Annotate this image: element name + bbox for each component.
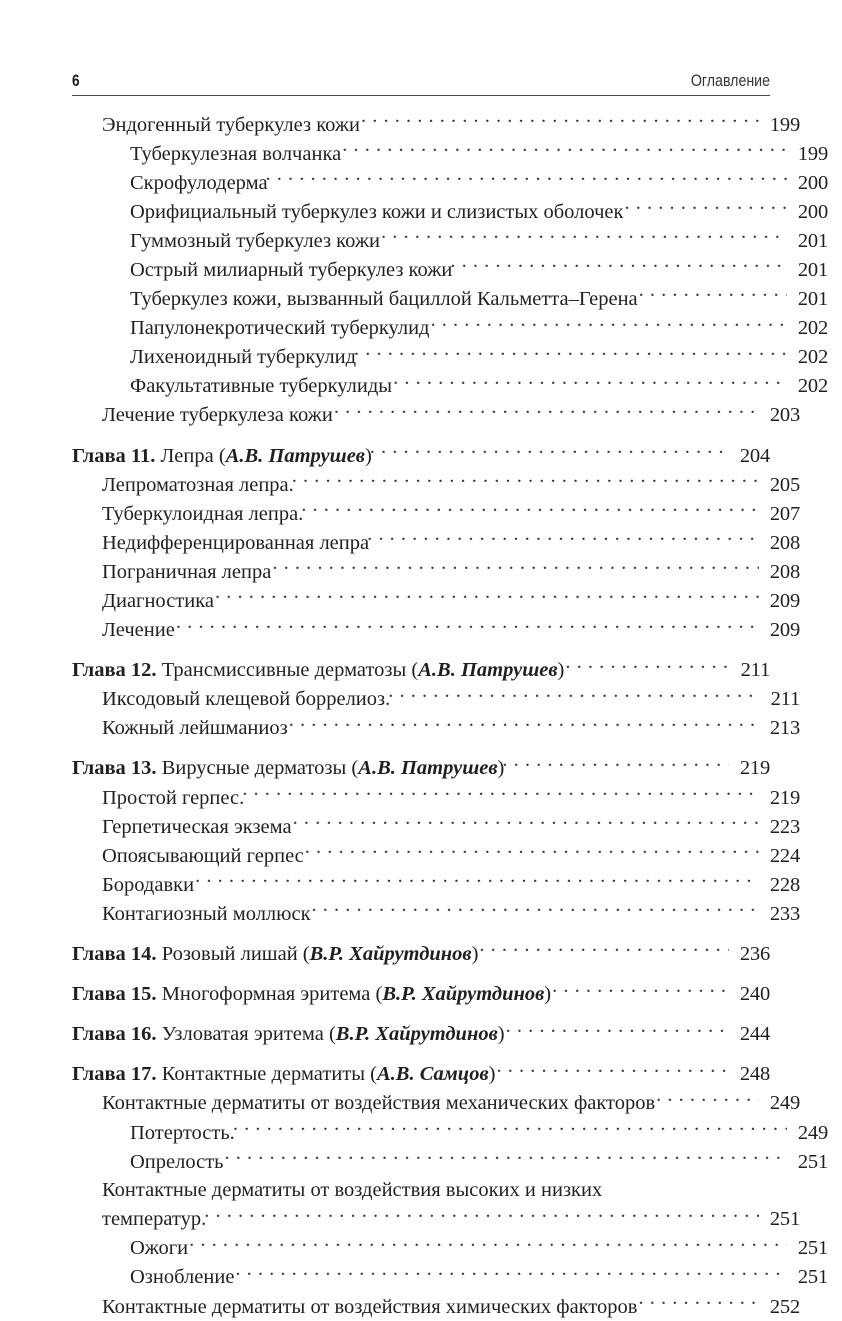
toc-page-number: 248 <box>739 1063 770 1086</box>
leader-dots <box>479 940 729 961</box>
toc-page-number: 202 <box>797 346 828 369</box>
toc-chapter-entry[interactable] <box>72 754 770 783</box>
leader-dots <box>565 656 729 677</box>
toc-entry-label <box>72 754 504 783</box>
toc-entry-label <box>72 442 372 471</box>
toc-entry[interactable] <box>72 285 828 314</box>
toc-page-number: 228 <box>769 873 800 896</box>
chapter-title: Узловатая эритема ( <box>156 1023 336 1046</box>
chapter-author: В.Р. Хайрутдинов <box>335 1023 498 1046</box>
toc-chapter-entry[interactable] <box>72 940 770 969</box>
toc-page-number: 202 <box>797 317 828 340</box>
leader-dots <box>370 441 729 462</box>
toc-entry-label: Кожный лейшманиоз <box>102 717 288 740</box>
chapter-number: Глава 15. <box>72 983 157 1006</box>
toc-entry-label: Папулонекротический туберкулид <box>130 317 430 340</box>
toc-entry-label <box>72 1060 495 1089</box>
toc-entry[interactable] <box>72 783 800 812</box>
toc-entry-label: Туберкулезная волчанка <box>130 142 342 165</box>
toc-entry-label <box>72 1020 505 1049</box>
toc-chapter-entry[interactable] <box>72 980 770 1009</box>
leader-dots <box>450 255 787 276</box>
leader-dots <box>342 139 787 160</box>
toc-entry-label <box>72 656 564 685</box>
leader-dots <box>638 1292 759 1313</box>
leader-dots <box>381 226 787 247</box>
toc-entry[interactable] <box>72 168 828 197</box>
toc-entry-label: Туберкулез кожи, вызванный бациллой Кальметта–Герена <box>130 288 638 311</box>
chapter-number: Глава 12. <box>72 659 157 682</box>
toc-entry-label: Опоясывающий герпес <box>102 844 304 867</box>
toc-entry-label-continued <box>102 1205 800 1234</box>
toc-chapter-entry[interactable] <box>72 1060 770 1089</box>
toc-page-number: 223 <box>769 815 800 838</box>
toc-page-number: 203 <box>769 404 800 427</box>
toc-entry[interactable] <box>72 499 800 528</box>
leader-dots <box>266 168 787 189</box>
chapter-title: Контактные дерматиты ( <box>156 1063 377 1086</box>
leader-dots <box>272 557 759 578</box>
leader-dots <box>195 870 759 891</box>
toc-entry-label: Лихеноидный туберкулид <box>130 346 357 369</box>
leader-dots <box>388 685 759 706</box>
leader-dots <box>334 401 759 422</box>
chapter-author: А.В. Самцов <box>376 1063 489 1086</box>
leader-dots <box>361 110 759 131</box>
leader-dots <box>235 1263 787 1284</box>
toc-entry-label: Иксодовый клещевой боррелиоз. <box>102 688 391 711</box>
toc-entry-label: Пограничная лепра <box>102 560 272 583</box>
leader-dots <box>293 812 759 833</box>
chapter-title: Розовый лишай ( <box>156 943 310 966</box>
toc-page-number: 204 <box>739 444 770 467</box>
toc-entry-label: Лечение <box>102 619 175 642</box>
toc-entry-label <box>72 980 551 1009</box>
leader-dots <box>312 899 759 920</box>
toc-entry[interactable] <box>72 343 828 372</box>
toc-entry[interactable] <box>72 255 828 284</box>
chapter-number: Глава 13. <box>72 757 157 780</box>
toc-entry[interactable] <box>72 1263 828 1292</box>
toc-page-number: 202 <box>797 375 828 398</box>
toc-page-number: 219 <box>739 757 770 780</box>
toc-page-number: 251 <box>797 1237 828 1260</box>
chapter-number: Глава 14. <box>72 943 157 966</box>
toc-chapter-entry[interactable] <box>72 656 770 685</box>
leader-dots <box>393 372 787 393</box>
chapter-author: А.В. Патрушев <box>225 444 365 467</box>
chapter-author: В.Р. Хайрутдинов <box>382 983 545 1006</box>
toc-page-number: 249 <box>769 1092 800 1115</box>
chapter-title-suffix: ) <box>544 983 552 1006</box>
toc-entry-label: Эндогенный туберкулез кожи <box>102 113 361 136</box>
chapter-title: Вирусные дерматозы ( <box>156 757 359 780</box>
chapter-title-suffix: ) <box>471 943 479 966</box>
toc-entry-label: Лепроматозная лепра. <box>102 473 294 496</box>
toc-page-number: 205 <box>769 473 800 496</box>
toc-entry-label: Контактные дерматиты от воздействия химических факторов <box>102 1295 638 1318</box>
leader-dots <box>189 1234 787 1255</box>
leader-dots <box>502 754 729 775</box>
toc-entry-label: Орифициальный туберкулез кожи и слизистых оболочек <box>130 200 624 223</box>
leader-dots <box>431 314 788 335</box>
toc-page-number: 201 <box>797 229 828 252</box>
leader-dots <box>215 587 759 608</box>
toc-page-number: 208 <box>769 560 800 583</box>
toc-entry-label: Контактные дерматиты от воздействия механических факторов <box>102 1092 656 1115</box>
toc-entry[interactable] <box>72 616 800 645</box>
toc-entry[interactable] <box>72 714 800 743</box>
leader-dots <box>624 197 787 218</box>
chapter-title: Трансмиссивные дерматозы ( <box>156 659 419 682</box>
toc-entry[interactable] <box>72 870 800 899</box>
toc-entry-label: Диагностика <box>102 590 214 612</box>
toc-page-number: 251 <box>797 1150 828 1173</box>
toc-page-number: 252 <box>769 1295 800 1318</box>
toc-page-number: 199 <box>797 142 828 165</box>
toc-entry[interactable] <box>72 1089 800 1118</box>
toc-page-number: 209 <box>769 619 800 642</box>
toc-entry[interactable] <box>72 139 828 168</box>
toc-page-number: 201 <box>797 258 828 281</box>
leader-dots <box>292 470 759 491</box>
chapter-number: Глава 11. <box>72 444 156 467</box>
toc-entry[interactable] <box>72 1118 828 1147</box>
toc-entry-label: Гуммозный туберкулез кожи <box>130 229 380 252</box>
chapter-author: В.Р. Хайрутдинов <box>309 943 472 966</box>
toc-page-number: 211 <box>770 688 800 711</box>
toc-entry-label: Простой герпес. <box>102 786 245 809</box>
toc-page-number: 209 <box>769 590 800 612</box>
chapter-title: Многоформная эритема ( <box>156 983 383 1006</box>
toc-page-number: 224 <box>769 844 800 867</box>
toc-page-number: 240 <box>739 983 770 1006</box>
leader-dots <box>289 714 759 735</box>
leader-dots <box>639 285 787 306</box>
running-head <box>72 66 770 96</box>
toc-entry[interactable] <box>72 899 800 928</box>
toc-entry[interactable] <box>72 314 828 343</box>
toc-entry[interactable] <box>72 1292 800 1321</box>
toc-entry[interactable] <box>72 110 800 139</box>
leader-dots <box>204 1205 759 1226</box>
toc-entry-label: Лечение туберкулеза кожи <box>102 404 333 427</box>
toc-chapter-entry[interactable] <box>72 441 770 470</box>
toc-entry[interactable] <box>72 372 828 401</box>
leader-dots <box>354 343 787 364</box>
toc-page-number: 201 <box>797 288 828 311</box>
toc-entry-label: Недифференцированная лепра <box>102 531 370 554</box>
chapter-author: А.В. Патрушев <box>418 659 558 682</box>
chapter-title-suffix: ) <box>497 757 505 780</box>
toc-entry[interactable] <box>72 812 800 841</box>
toc-entry-label: Туберкулоидная лепра. <box>102 502 304 525</box>
leader-dots <box>233 1118 787 1139</box>
toc-entry-label: Ожоги <box>130 1237 189 1260</box>
toc-page-number: 219 <box>769 786 800 809</box>
toc-page-number: 208 <box>769 531 800 554</box>
toc-entry[interactable] <box>72 401 800 430</box>
toc-entry-label <box>72 940 478 969</box>
leader-dots <box>496 1060 729 1081</box>
chapter-number: Глава 16. <box>72 1023 157 1046</box>
leader-dots <box>176 616 759 637</box>
toc-entry[interactable] <box>72 685 800 714</box>
toc-entry[interactable] <box>72 557 800 586</box>
leader-dots <box>367 528 759 549</box>
toc-page-number: 236 <box>739 943 770 966</box>
toc-entry-label: Контагиозный моллюск <box>102 902 311 925</box>
toc-entry[interactable] <box>72 1147 828 1176</box>
chapter-title-suffix: ) <box>488 1063 496 1086</box>
leader-dots <box>656 1089 759 1110</box>
leader-dots <box>301 499 759 520</box>
toc-page-number: 251 <box>769 1208 800 1231</box>
toc-entry[interactable] <box>72 528 800 557</box>
chapter-title-suffix: ) <box>557 659 565 682</box>
table-of-contents <box>72 110 828 1321</box>
toc-entry[interactable] <box>72 226 828 255</box>
toc-entry[interactable] <box>72 1176 800 1234</box>
toc-entry[interactable] <box>72 470 800 499</box>
chapter-title: Лепра ( <box>155 444 226 467</box>
running-head-title: Оглавление <box>690 72 770 90</box>
toc-entry[interactable] <box>72 1234 828 1263</box>
leader-dots <box>506 1020 729 1041</box>
toc-entry-label: Бородавки <box>102 873 195 896</box>
chapter-title-suffix: ) <box>364 444 372 467</box>
toc-entry-label-tail: температур. <box>102 1208 207 1231</box>
toc-page-number: 251 <box>797 1266 828 1289</box>
toc-entry-label: Герпетическая экзема <box>102 815 292 838</box>
toc-chapter-entry[interactable] <box>72 1020 770 1049</box>
toc-page-number: 207 <box>769 502 800 525</box>
chapter-title-suffix: ) <box>497 1023 505 1046</box>
toc-page-number: 249 <box>797 1121 828 1144</box>
toc-page-number: 199 <box>769 113 800 136</box>
toc-page-number: 211 <box>740 659 770 682</box>
toc-entry[interactable] <box>72 197 828 226</box>
toc-entry-label: Острый милиарный туберкулез кожи <box>130 258 453 281</box>
leader-dots <box>225 1147 787 1168</box>
toc-page-number: 233 <box>769 902 800 925</box>
toc-entry-label: Скрофулодерма <box>130 171 268 194</box>
toc-entry[interactable] <box>72 841 800 870</box>
leader-dots <box>305 841 759 862</box>
toc-entry-label: Факультативные туберкулиды <box>130 375 393 398</box>
toc-entry-label: Ознобление <box>130 1266 235 1289</box>
toc-page-number: 244 <box>739 1023 770 1046</box>
toc-entry-label: Контактные дерматиты от воздействия высоких и низких <box>102 1179 603 1202</box>
leader-dots <box>552 980 729 1001</box>
chapter-number: Глава 17. <box>72 1063 157 1086</box>
chapter-author: А.В. Патрушев <box>358 757 498 780</box>
toc-entry-label: Опрелость <box>130 1150 224 1173</box>
toc-page-number: 213 <box>769 717 800 740</box>
toc-page-number: 200 <box>797 171 828 194</box>
toc-entry[interactable] <box>72 587 800 616</box>
page-number: 6 <box>72 71 80 90</box>
toc-entry-label: Потертость. <box>130 1121 235 1144</box>
leader-dots <box>242 783 759 804</box>
toc-page-number: 200 <box>797 200 828 223</box>
